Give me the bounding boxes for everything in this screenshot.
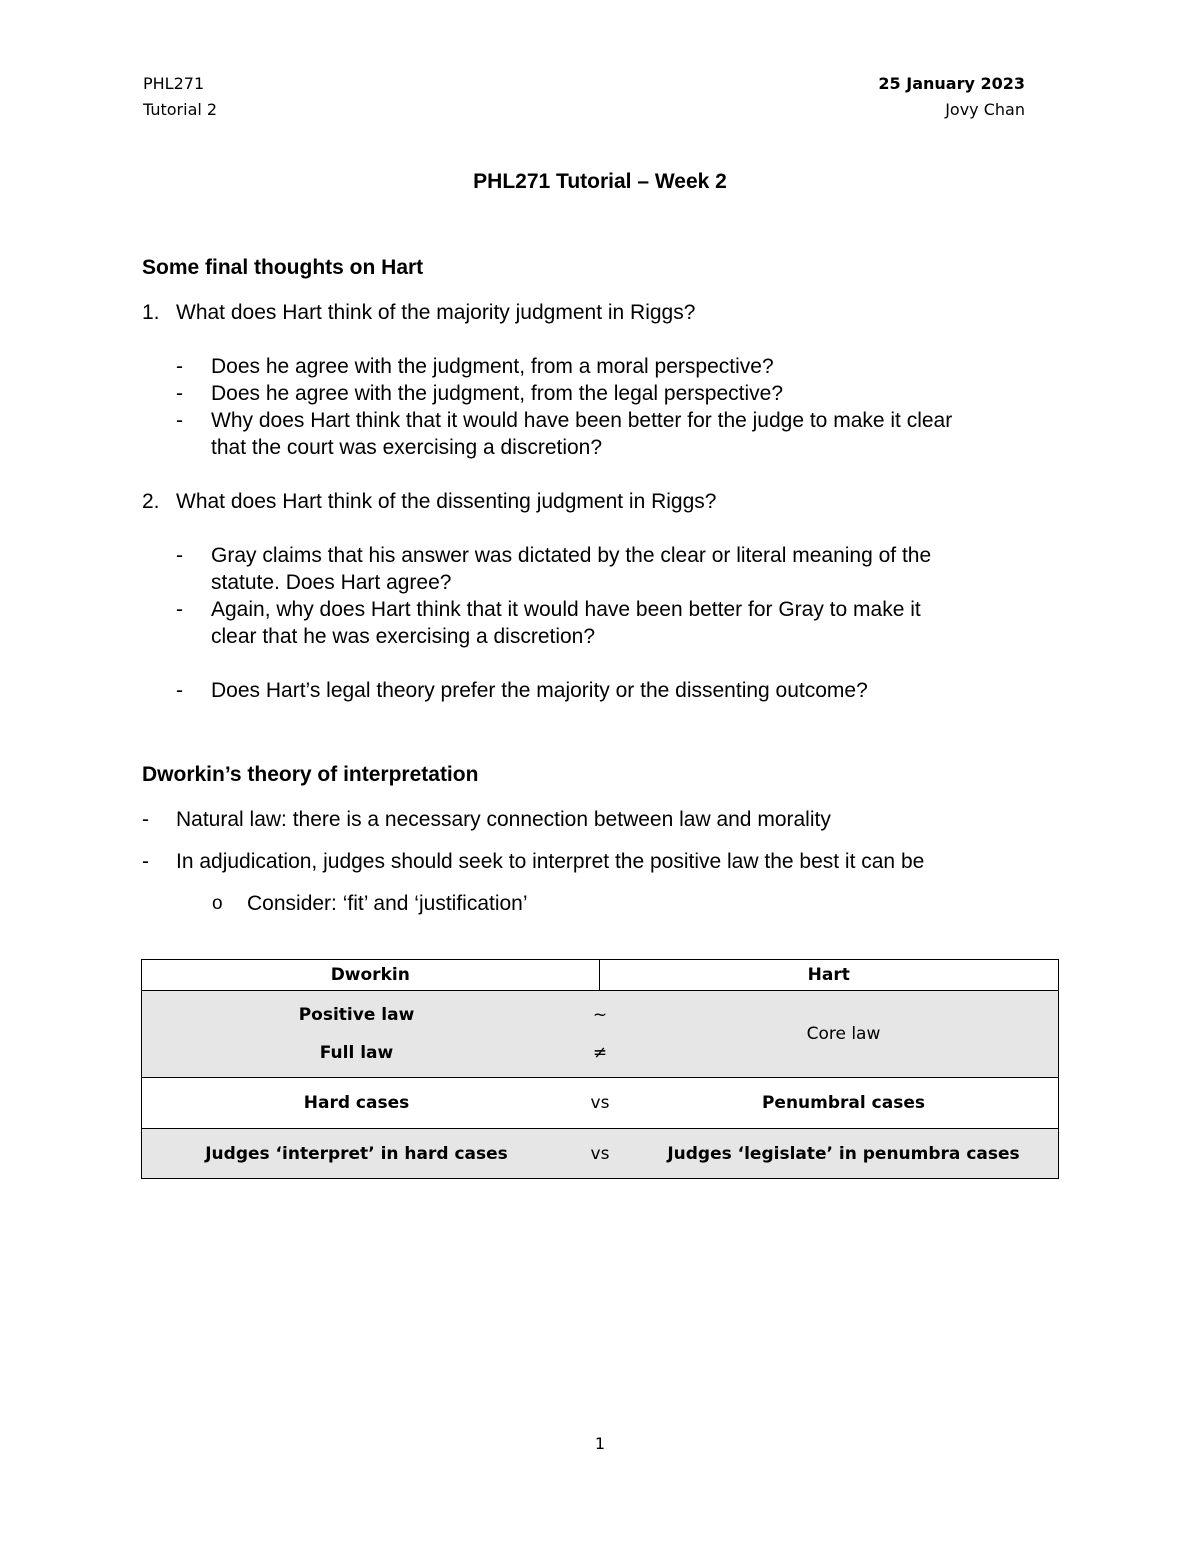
- table-cell: Hard cases: [142, 1078, 572, 1129]
- table-cell: Core law: [629, 991, 1059, 1078]
- course-code: PHL271: [143, 74, 205, 93]
- bullet-dash: -: [176, 355, 183, 378]
- page-title: PHL271 Tutorial – Week 2: [473, 170, 727, 193]
- list-item: In adjudication, judges should seek to interpret the positive law the best it can be: [176, 850, 925, 873]
- table-cell-vs: vs: [571, 1129, 629, 1179]
- comparison-table: [141, 959, 1059, 991]
- page-number: 1: [594, 1434, 606, 1453]
- table-cell: [142, 991, 572, 1078]
- table-header-row: [142, 960, 1059, 991]
- comparison-table-body: [141, 990, 1059, 1179]
- list-item-continuation: statute. Does Hart agree?: [211, 571, 452, 594]
- approx-symbol: ~: [592, 1005, 608, 1025]
- list-item: Does he agree with the judgment, from the legal perspective?: [211, 382, 783, 405]
- table-row: [142, 1078, 1059, 1129]
- table-cell: Judges ‘legislate’ in penumbra cases: [629, 1129, 1059, 1179]
- bullet-dash: -: [176, 382, 183, 405]
- column-header-dworkin: Dworkin: [142, 960, 600, 991]
- table-cell-vs: vs: [571, 1078, 629, 1129]
- cell-text-positive-law: Positive law: [298, 1005, 415, 1025]
- table-row: [142, 991, 1059, 1078]
- cell-text-full-law: Full law: [319, 1043, 394, 1063]
- list-item: Natural law: there is a necessary connection between law and morality: [176, 808, 831, 831]
- list-item-continuation: that the court was exercising a discretion?: [211, 436, 603, 459]
- bullet-dash: -: [176, 598, 183, 621]
- question-1-text: What does Hart think of the majority judgment in Riggs?: [176, 301, 696, 324]
- table-row: [142, 1129, 1059, 1179]
- page-header-right: [878, 71, 1025, 123]
- list-item: Gray claims that his answer was dictated by the clear or literal meaning of the: [211, 544, 932, 567]
- sub-list-item: Consider: ‘fit’ and ‘justification’: [247, 892, 528, 915]
- section-heading-dworkin: Dworkin’s theory of interpretation: [142, 763, 479, 786]
- column-header-hart: Hart: [599, 960, 1058, 991]
- question-2-text: What does Hart think of the dissenting judgment in Riggs?: [176, 490, 717, 513]
- list-item: Again, why does Hart think that it would have been better for Gray to make it: [211, 598, 921, 621]
- sub-bullet-marker: o: [212, 893, 223, 914]
- bullet-dash: -: [176, 679, 183, 702]
- list-item: Why does Hart think that it would have been better for the judge to make it clear: [211, 409, 953, 432]
- bullet-dash: -: [176, 409, 183, 432]
- bullet-dash: -: [176, 544, 183, 567]
- page-header-left: [143, 71, 217, 123]
- list-item: Does Hart’s legal theory prefer the majority or the dissenting outcome?: [211, 679, 868, 702]
- table-cell: Penumbral cases: [629, 1078, 1059, 1129]
- table-cell: Judges ‘interpret’ in hard cases: [142, 1129, 572, 1179]
- question-2-marker: 2.: [142, 490, 160, 513]
- bullet-dash: -: [142, 808, 149, 831]
- list-item-continuation: clear that he was exercising a discretion?: [211, 625, 596, 648]
- table-cell-symbols: [571, 991, 629, 1078]
- bullet-dash: -: [142, 850, 149, 873]
- session-label: Tutorial 2: [143, 100, 218, 119]
- list-item: Does he agree with the judgment, from a moral perspective?: [211, 355, 774, 378]
- not-equal-symbol: ≠: [592, 1043, 608, 1063]
- question-1-marker: 1.: [142, 301, 160, 324]
- author-name: Jovy Chan: [945, 100, 1025, 119]
- document-date: 25 January 2023: [878, 74, 1025, 93]
- section-heading-hart: Some final thoughts on Hart: [142, 256, 424, 279]
